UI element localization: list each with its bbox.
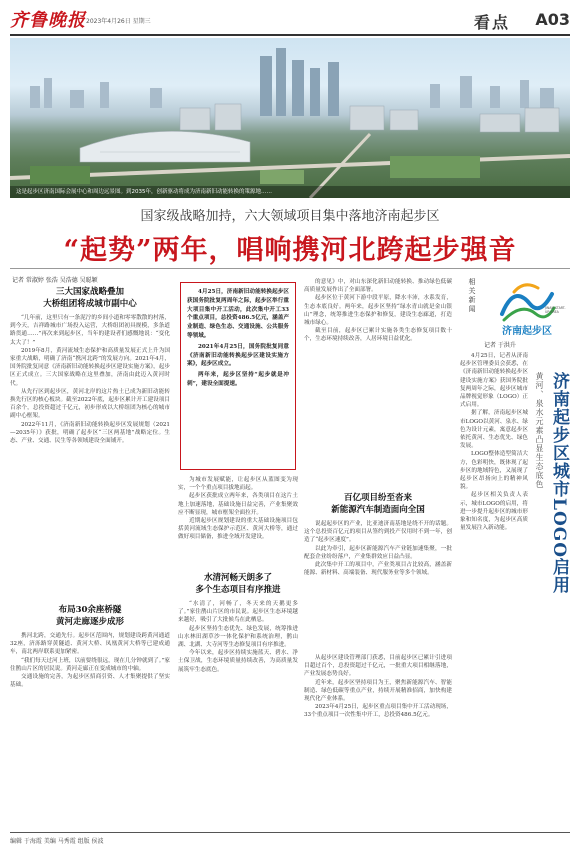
summary-paragraph: 两年来，起步区坚持“起步就是冲刺”，建设全面提速。 [187, 372, 289, 387]
paragraph: 4月25日，记者从济南起步区管理委员会获悉，在《济南新旧动能转换起步区建设实施方案》获国务院批复两周年之际，起步区城市品牌视觉形象（LOGO）正式启用。 [460, 353, 528, 409]
subhead-1: 三大国家战略叠加 大桥组团将成城市副中心 [43, 287, 137, 309]
paragraph: 截至目前，起步区已累计实施各类生态修复项目数十个，生态环境持续改善，人居环境日益优化。 [304, 328, 452, 343]
headline-divider [10, 268, 570, 269]
paragraph: 携河北跨，交通先行。起步区范围内，规划建设跨黄河通道32座，济泺路穿黄隧道、黄河大桥、凤凰黄河大桥等已建成通车，南北两岸联系更加紧密。 [10, 633, 170, 656]
paragraph: 起步区获批成立两年来，各类项目在这片土地上加速落地，基础设施日益完善，产业集聚效应不断显现，城市框架全面拉开。 [178, 493, 298, 516]
subhead-4: 百亿项目纷至沓来 新能源汽车制造面向全国 [331, 493, 425, 515]
related-subheadline: 黄河、泉水元素凸显生态底色 [535, 372, 544, 489]
related-news-label: 相关新闻 [468, 278, 476, 313]
paragraph: 起步区相关负责人表示，城市LOGO的启用，将进一步提升起步区的城市形象和知名度，为起步区高质量发展注入新动能。 [460, 492, 528, 532]
paragraph: 为城市发展赋能，让起步区从蓝图变为现实，一个个重点项目拔地而起。 [178, 477, 298, 492]
paragraph: 起步区位于黄河下游中段平原，降水丰沛，水系发育，生态本底良好。两年来，起步区坚持“绿水青山就是金山银山”理念，统筹推进生态保护和修复，建设生态廊道，打造城市绿心。 [304, 295, 452, 327]
city-skyline-illustration [10, 38, 570, 198]
page-number: A03 [535, 10, 570, 29]
logo-english: JINAN START-UP AREA [545, 306, 566, 314]
paragraph: 交通设施的完善，为起步区招商引资、人才集聚提供了坚实基础。 [10, 674, 170, 689]
paragraph: 2019年8月，黄河流域生态保护和高质量发展正式上升为国家重大战略，明确了济南“携河北跨”的发展方向。2021年4月，国务院批复同意《济南新旧动能转换起步区建设实施方案》，起步区正式成立。三大国家战略在这里叠加，济南由此迈入黄河时代。 [10, 347, 170, 387]
summary-paragraph: 4月25日，济南新旧动能转换起步区获国务院批复两周年之际，起步区举行重大项目集中开工活动，此次集中开工33个重点项目，总投资486.5亿元，涵盖产业制造、绿色生态、交通设施、公共服务等领域。 [187, 289, 289, 339]
section-name: 看点 [473, 13, 510, 32]
newspaper-logo: 齐鲁晚报 [10, 10, 86, 31]
paragraph: “几年前，这里只有一条泥泞的乡间小道和零零散散的村落，到今天，吉祥路城市广场投入运营，大桥组团初具规模，多条道路贯通……”再次来到起步区，当年的建设者们感慨地说：“变化太大了！” [10, 315, 170, 346]
related-byline: 记者 于洪升 [484, 342, 516, 349]
related-column [460, 352, 528, 828]
article-column-1 [10, 314, 170, 598]
article-column-4 [304, 654, 452, 828]
paragraph: “我们每天过河上班，以前要绕很远，现在几分钟就到了。”家住鹊山片区的居民说。黄河走廊正在变成城市的中轴。 [10, 657, 170, 672]
paragraph: 2022年11月，《济南新旧动能转换起步区发展规划（2021—2035年）》获批，明确了起步区“三区两基地”战略定位。生态、产业、交通、民生等各领域建设全面铺开。 [10, 421, 170, 445]
byline: 记者 常淑婷 张浩 吴浩德 吴聪颖 [12, 277, 98, 284]
paragraph: 以此为牵引，起步区新能源汽车产业链加速集聚，一批配套企业纷纷落户，产业集群效应日益凸显。 [304, 545, 452, 560]
paragraph: 的意见》中，对山东深化新旧动能转换、推动绿色低碳高质量发展作出了全面部署。 [304, 279, 452, 294]
related-headline: 济南起步区城市LOGO启用 [549, 372, 569, 595]
subhead-3: 水清河畅天朗多了 多个生态项目有序推进 [195, 573, 281, 595]
lead-summary-box [180, 282, 296, 470]
article-column-3 [304, 278, 452, 488]
paragraph: 2023年4月25日，起步区重点项目集中开工活动现场，33个重点项目一次性集中开工，总投资486.5亿元。 [304, 704, 452, 719]
paragraph: 今年以来，起步区持续实施蓝天、碧水、净土保卫战，生态环境质量持续改善，为高质量发展筑牢生态底色。 [178, 650, 298, 673]
article-column-2 [178, 476, 298, 560]
masthead [10, 4, 570, 36]
kicker-headline: 国家级战略加持，六大领域项目集中落地济南起步区 [140, 209, 440, 224]
paragraph: 起步区坚持生态优先、绿色发展，统筹推进山水林田湖草沙一体化保护和系统治理，鹊山湖、北湖、大寺河等生态修复项目有序推进。 [178, 625, 298, 649]
paragraph: 近期起步区规划建设的重大基础设施项目包括黄河流域生态保护示范区、黄河大桥等，通过做好项目储备，推进全域开发建设。 [178, 518, 298, 541]
article-column-3b [304, 520, 452, 650]
paragraph: LOGO整体造型简洁大方，色彩明快，既体现了起步区的地域特色，又展现了起步区昂扬向上的精神风貌。 [460, 451, 528, 491]
subhead-2: 布局30余座桥隧 黄河走廊逐步成形 [55, 605, 124, 627]
paragraph: “水清了，河畅了，冬天来的天鹅更多了。”家住鹊山片区的市民说。起步区生态环境越来越好，吸引了大批候鸟在此栖息。 [178, 601, 298, 624]
aerial-photo [10, 38, 570, 198]
footer-divider [10, 832, 570, 833]
article-column-1b [10, 632, 170, 828]
article-column-2b [178, 600, 298, 828]
logo-wordmark: 济南起步区 [502, 326, 552, 337]
masthead-divider [10, 34, 570, 36]
paragraph: 说起起步区的产业，比亚迪济南基地是绕不开的话题。这个总投资百亿元的项目从签约到投产仅用时不到一年，创造了“起步区速度”。 [304, 521, 452, 544]
main-headline: “起势”两年，唱响携河北跨起步强音 [63, 235, 517, 266]
summary-paragraph: 2021年4月25日，国务院批复同意《济南新旧动能转换起步区建设实施方案》，起步区成立。 [187, 343, 289, 368]
editor-credits: 编辑 于海霞 美编 马秀霞 组版 侯波 [10, 838, 104, 845]
paragraph: 据了解，济南起步区城市LOGO以黄河、泉水、绿色为设计元素，寓意起步区依托黄河、生态优先、绿色发展。 [460, 410, 528, 450]
paragraph: 近年来，起步区坚持项目为王，聚焦新能源汽车、智能制造、绿色低碳等重点产业，持续开展精准招商，加快构建现代化产业体系。 [304, 679, 452, 703]
issue-date: 2023年4月26日 星期三 [86, 18, 151, 25]
photo-caption: 这是起步区济南国际会展中心和周边远景图。到2035年，创新驱动将成为济南新旧动能转换的策源地…… [10, 186, 570, 198]
paragraph: 此次集中开工的项目中，产业类项目占比较高，涵盖新能源、新材料、高端装备、现代服务业等多个领域。 [304, 562, 452, 577]
paragraph: 从起步区建设管理部门获悉，目前起步区已累计引进项目超过百个，总投资超过千亿元，一批重大项目相继落地，产业发展态势良好。 [304, 655, 452, 678]
paragraph: 从先行区到起步区，黄河北岸的这片热土已成为新旧动能转换先行区的核心板块。截至2022年底，起步区累计开工建设项目百余个，总投资超过千亿元，初步形成以大桥组团为核心的城市副中心框架。 [10, 388, 170, 420]
